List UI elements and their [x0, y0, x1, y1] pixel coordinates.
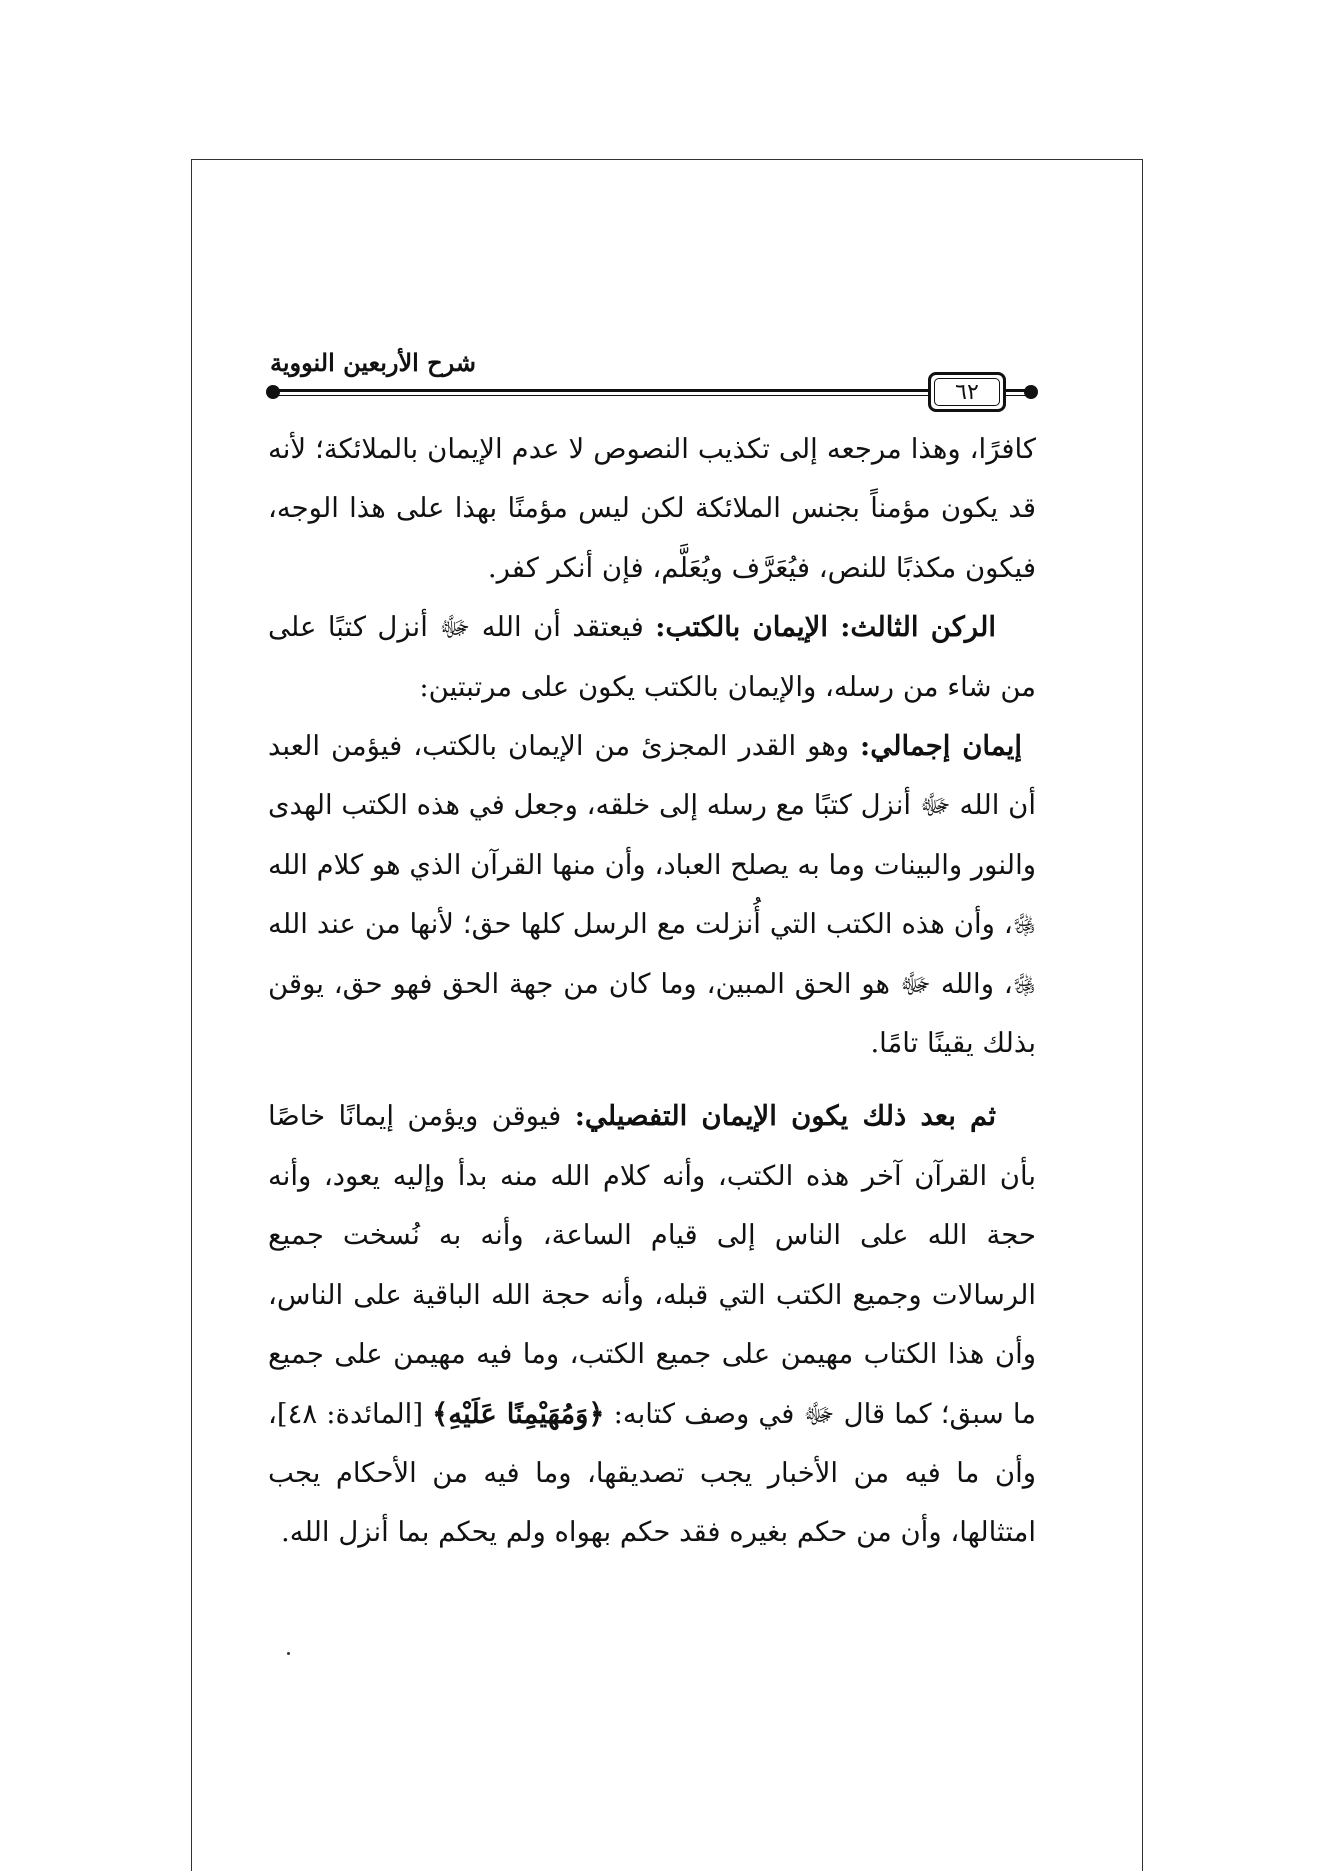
paragraph-text: [المائدة: ٤٨]، وأن ما فيه من الأخبار يجب تصديقها، وما فيه من الأحكام يجب امتثالها، وأن من حكم بغيره فقد حكم بهواه ولم يحكم بما أنزل الله.	[268, 1397, 1036, 1549]
page-frame-top	[191, 159, 1143, 160]
page-frame-right	[1142, 159, 1143, 1871]
page-frame-left	[191, 159, 192, 1871]
paragraph-text: فيعتقد أن الله ﷻ أنزل كتبًا على من شاء من رسله، والإيمان بالكتب يكون على مرتبتين:	[268, 611, 1036, 703]
scan-speck	[287, 1652, 290, 1655]
header-rule	[274, 389, 1030, 392]
header-rule-thin	[274, 395, 1030, 396]
section-heading: إيمان إجمالي:	[860, 730, 1022, 763]
paragraph-text: كافرًا، وهذا مرجعه إلى تكذيب النصوص لا عدم الإيمان بالملائكة؛ لأنه قد يكون مؤمناً بجنس الملائكة لكن ليس مؤمنًا بهذا على هذا الوجه، فيكون مكذبًا للنص، فيُعَرَّف ويُعَلَّم، فإن أنكر كفر.	[268, 433, 1036, 584]
header-rule-end-dot	[266, 385, 280, 399]
paragraph-text: فيوقن ويؤمن إيمانًا خاصًا بأن القرآن آخر هذه الكتب، وأنه كلام الله منه بدأ وإليه يعود، وأنه حجة الله على الناس إلى قيام الساعة، وأنه به نُسخت جميع الرسالات وجميع الكتب التي قبله، وأنه حجة الله الباقية على الناس، وأن هذا الكتاب مهيمن على جميع الكتب، وما فيه مهيمن على جميع ما سبق؛ كما قال ﷻ في وصف كتابه:	[268, 1100, 1036, 1430]
paragraph	[268, 598, 1036, 717]
running-header	[268, 348, 1036, 418]
book-title: شرح الأربعين النووية	[270, 348, 477, 377]
page-body	[268, 420, 1036, 1563]
page-number: ٦٢	[955, 379, 979, 405]
paragraph	[268, 1087, 1036, 1562]
section-heading: الركن الثالث: الإيمان بالكتب:	[655, 611, 996, 644]
paragraph	[268, 717, 1036, 1073]
header-rule-end-dot	[1024, 385, 1038, 399]
paragraph-text: وهو القدر المجزئ من الإيمان بالكتب، فيؤمن العبد أن الله ﷻ أنزل كتبًا مع رسله إلى خلقه، وجعل في هذه الكتب الهدى والنور والبينات وما به يصلح العباد، وأن منها القرآن الذي هو كلام الله ﷿، وأن هذه الكتب التي أُنزلت مع الرسل كلها حق؛ لأنها من عند الله ﷿، والله ﷻ هو الحق المبين، وما كان من جهة الحق فهو حق، يوقن بذلك يقينًا تامًا.	[268, 730, 1036, 1060]
page-number-badge	[928, 372, 1006, 412]
section-heading: ثم بعد ذلك يكون الإيمان التفصيلي:	[574, 1100, 996, 1133]
quran-verse: ﴿وَمُهَيْمِنًا عَلَيْهِ﴾	[432, 1397, 605, 1430]
paragraph	[268, 420, 1036, 598]
